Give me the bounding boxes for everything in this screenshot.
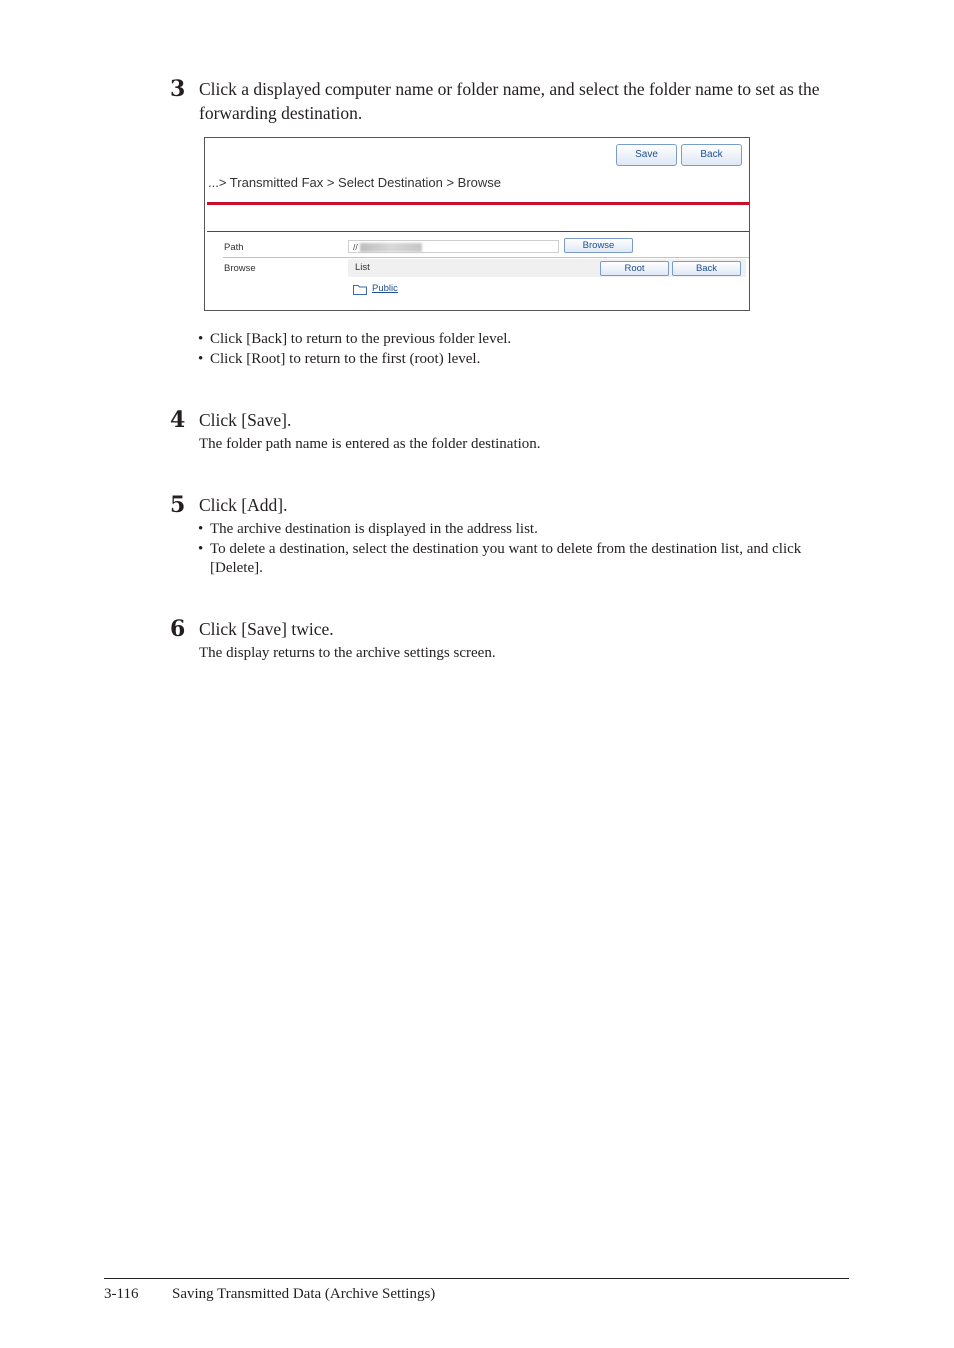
step-5-bullets — [198, 520, 838, 579]
back-button[interactable]: Back — [681, 144, 742, 166]
list-label: List — [355, 262, 370, 273]
row-divider — [223, 257, 749, 258]
step-instruction: Click a displayed computer name or folder name, and select the folder name to set as the forwarding destination. — [199, 79, 820, 123]
bullet-item: • The archive destination is displayed in the address list. — [198, 520, 838, 540]
step-number: 6 — [170, 616, 186, 642]
breadcrumb: ...> Transmitted Fax > Select Destination > Browse — [208, 175, 501, 190]
step-number: 3 — [170, 76, 186, 102]
footer-rule — [104, 1278, 849, 1279]
step-3-bullets — [198, 330, 838, 369]
step-4-note: The folder path name is entered as the folder destination. — [199, 436, 541, 452]
step-instruction: Click [Add]. — [199, 495, 288, 515]
bullet-item: • To delete a destination, select the destination you want to delete from the destination list, and click [Delete]. — [198, 540, 838, 579]
path-label: Path — [224, 242, 244, 253]
step-number: 4 — [170, 407, 186, 433]
path-value: // — [353, 242, 358, 252]
root-button[interactable]: Root — [600, 261, 669, 276]
folder-link-public[interactable]: Public — [372, 283, 398, 294]
header-divider — [207, 202, 749, 205]
step-number: 5 — [170, 492, 186, 518]
step-instruction: Click [Save]. — [199, 410, 292, 430]
browse-button[interactable]: Browse — [564, 238, 633, 253]
save-button[interactable]: Save — [616, 144, 677, 166]
folder-icon — [353, 284, 367, 295]
section-divider — [207, 231, 749, 232]
section-title: Saving Transmitted Data (Archive Settings) — [172, 1286, 436, 1302]
browse-screen-screenshot — [204, 137, 750, 311]
step-6-note: The display returns to the archive settings screen. — [199, 645, 496, 661]
step-instruction: Click [Save] twice. — [199, 619, 334, 639]
path-input[interactable] — [348, 240, 559, 253]
list-back-button[interactable]: Back — [672, 261, 741, 276]
browse-label: Browse — [224, 263, 256, 274]
bullet-item: • Click [Back] to return to the previous folder level. — [198, 330, 838, 350]
page-number: 3-116 — [104, 1286, 139, 1302]
bullet-item: • Click [Root] to return to the first (root) level. — [198, 350, 838, 370]
blurred-path — [360, 243, 422, 252]
